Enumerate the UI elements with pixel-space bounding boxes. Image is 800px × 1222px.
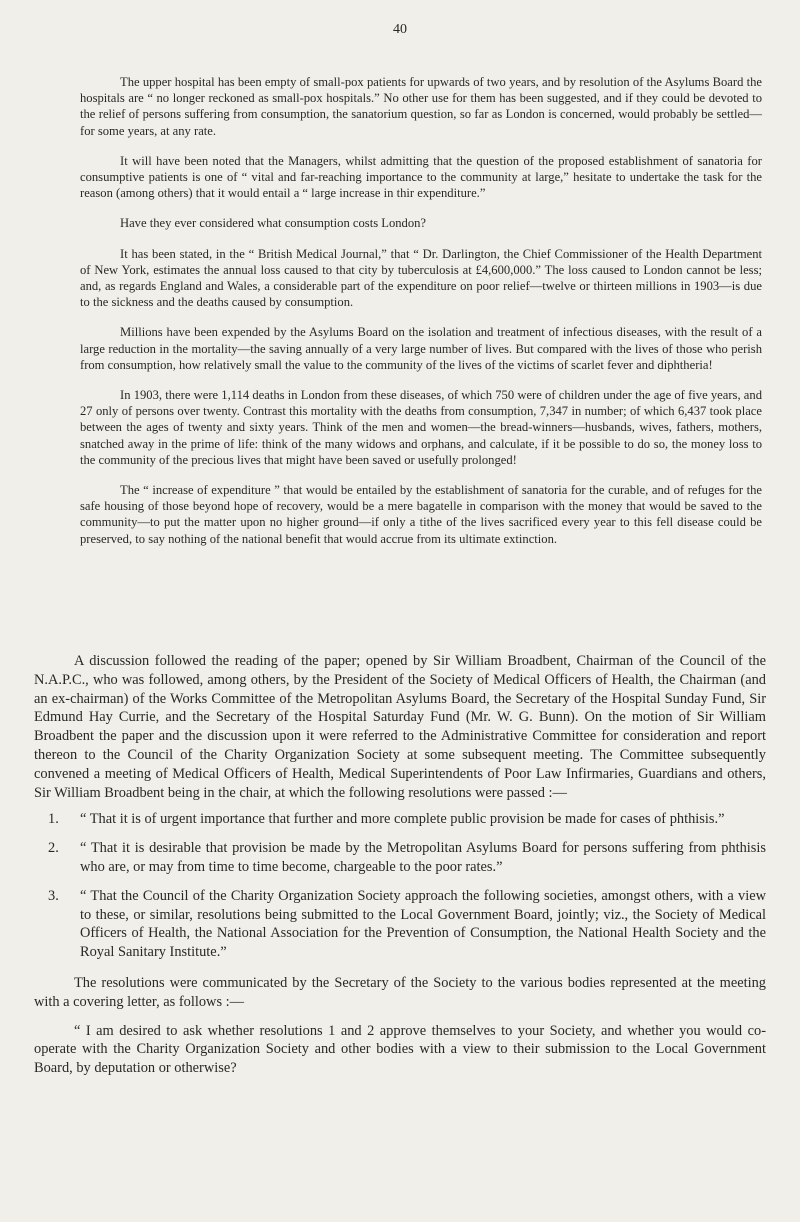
page-number: 40: [393, 22, 407, 37]
paragraph-increase-expenditure: The “ increase of expenditure ” that would be entailed by the establishment of sanatoria for the curable, and of refuges for the safe housing of those beyond hope of recovery, would be a mere bagatelle in comparison with the money that would be saved to the community—to put the matter upon no higher ground—if only a tithe of the lives sacrificed every year to this fell disease could be preserved, to say nothing of the national benefit that would accrue from its ultimate extinction.: [80, 483, 762, 546]
quoted-paper-text: [80, 74, 762, 561]
paragraph-covering-letter: “ I am desired to ask whether resolutions 1 and 2 approve themselves to your Society, and whether you would co-operate with the Charity Organization Society and other bodies with a view to their submission to the Local Government Board, by deputation or otherwise?: [34, 1022, 766, 1077]
paragraph-consumption-costs: Have they ever considered what consumption costs London?: [120, 216, 427, 231]
resolution-number: 1.: [48, 811, 59, 828]
resolution-item: [34, 810, 766, 829]
paragraph-1903-deaths: In 1903, there were 1,114 deaths in London from these diseases, of which 750 were of children under the age of five years, and 27 only of persons over twenty. Contrast this mortality with the deaths from consumption, 7,347 in number; of which 6,437 took place between the ages of twenty and sixty years. Think of the men and women—the bread-winners—husbands, wives, fathers, mothers, snatched away in the prime of life: think of the many widows and orphans, and calculate, if it be possible to do so, the money loss to the community of the precious lives that might have been saved or usefully prolonged!: [80, 388, 762, 467]
resolution-number: 3.: [48, 887, 59, 904]
resolution-text: “ That the Council of the Charity Organization Society approach the following societies, amongst others, with a view to these, or similar, resolutions being submitted to the Local Government Board, jointly; viz., the Society of Medical Officers of Health, the National Association for the Prevention of Consumption, the National Health Society and the Royal Sanitary Institute.”: [80, 887, 766, 961]
paragraph-communicated: The resolutions were communicated by the Secretary of the Society to the various bodies represented at the meeting with a covering letter, as follows :—: [34, 974, 766, 1010]
paragraph-millions: Millions have been expended by the Asylums Board on the isolation and treatment of infectious diseases, with the result of a large reduction in the mortality—the saving annually of a very large number of lives. But compared with the lives of those who perish from consumption, how relatively small the value to the community of the lives of the victims of scarlet fever and diphtheria!: [80, 325, 762, 372]
resolutions-list: [34, 810, 766, 962]
paragraph-discussion: A discussion followed the reading of the paper; opened by Sir William Broadbent, Chairman of the Council of the N.A.P.C., who was followed, among others, by the President of the Society of Medical Officers of Health, the Chairman (and an ex-chairman) of the Works Committee of the Metropolitan Asylums Board, the Secretary of the Hospital Sunday Fund, Sir Edmund Hay Currie, and the Secretary of the Hospital Saturday Fund (Mr. W. G. Bunn). On the motion of Sir William Broadbent the paper and the discussion upon it were referred to the Administrative Committee for consideration and report thereon to the Council of the Charity Organization Society at some subsequent meeting. The Committee subsequently convened a meeting of Medical Officers of Health, Medical Superintendents of Poor Law Infirmaries, Guardians and others, Sir William Broadbent being in the chair, at which the following resolutions were passed :—: [34, 653, 766, 801]
paragraph-managers: It will have been noted that the Managers, whilst admitting that the question of the proposed establishment of sanatoria for consumptive patients is one of “ vital and far-reaching importance to the community at large,” hesitate to undertake the task for the reason (among others) that it would entail a “ large increase in thir expenditure.”: [80, 153, 762, 201]
paragraph-bmj: It has been stated, in the “ British Medical Journal,” that “ Dr. Darlington, the Chief Commissioner of the Health Department of New York, estimates the annual loss caused to that city by tuberculosis at £4,600,000.” The loss caused to London cannot be less; and, as regards England and Wales, a considerable part of the expenditure on poor relief—twelve or thirteen millions in 1903—is due to the sickness and the deaths caused by consumption.: [80, 246, 762, 310]
resolution-item: [34, 839, 766, 877]
resolution-number: 2.: [48, 840, 59, 857]
discussion-section: [34, 652, 766, 1078]
paragraph-upper-hospital: The upper hospital has been empty of small-pox patients for upwards of two years, and by resolution of the Asylums Board the hospitals are “ no longer reckoned as small-pox hospitals.” No other use for them has been suggested, and if they could be devoted to the relief of persons suffering from consumption, the sanatorium question, so far as London is concerned, would probably be settled—for some years, at any rate.: [80, 75, 762, 138]
resolution-text: “ That it is of urgent importance that further and more complete public provision be made for cases of phthisis.”: [80, 811, 725, 828]
resolution-text: “ That it is desirable that provision be made by the Metropolitan Asylums Board for persons suffering from phthisis who are, or may from time to time become, chargeable to the poor rates.”: [80, 840, 766, 875]
resolution-item: [34, 887, 766, 962]
